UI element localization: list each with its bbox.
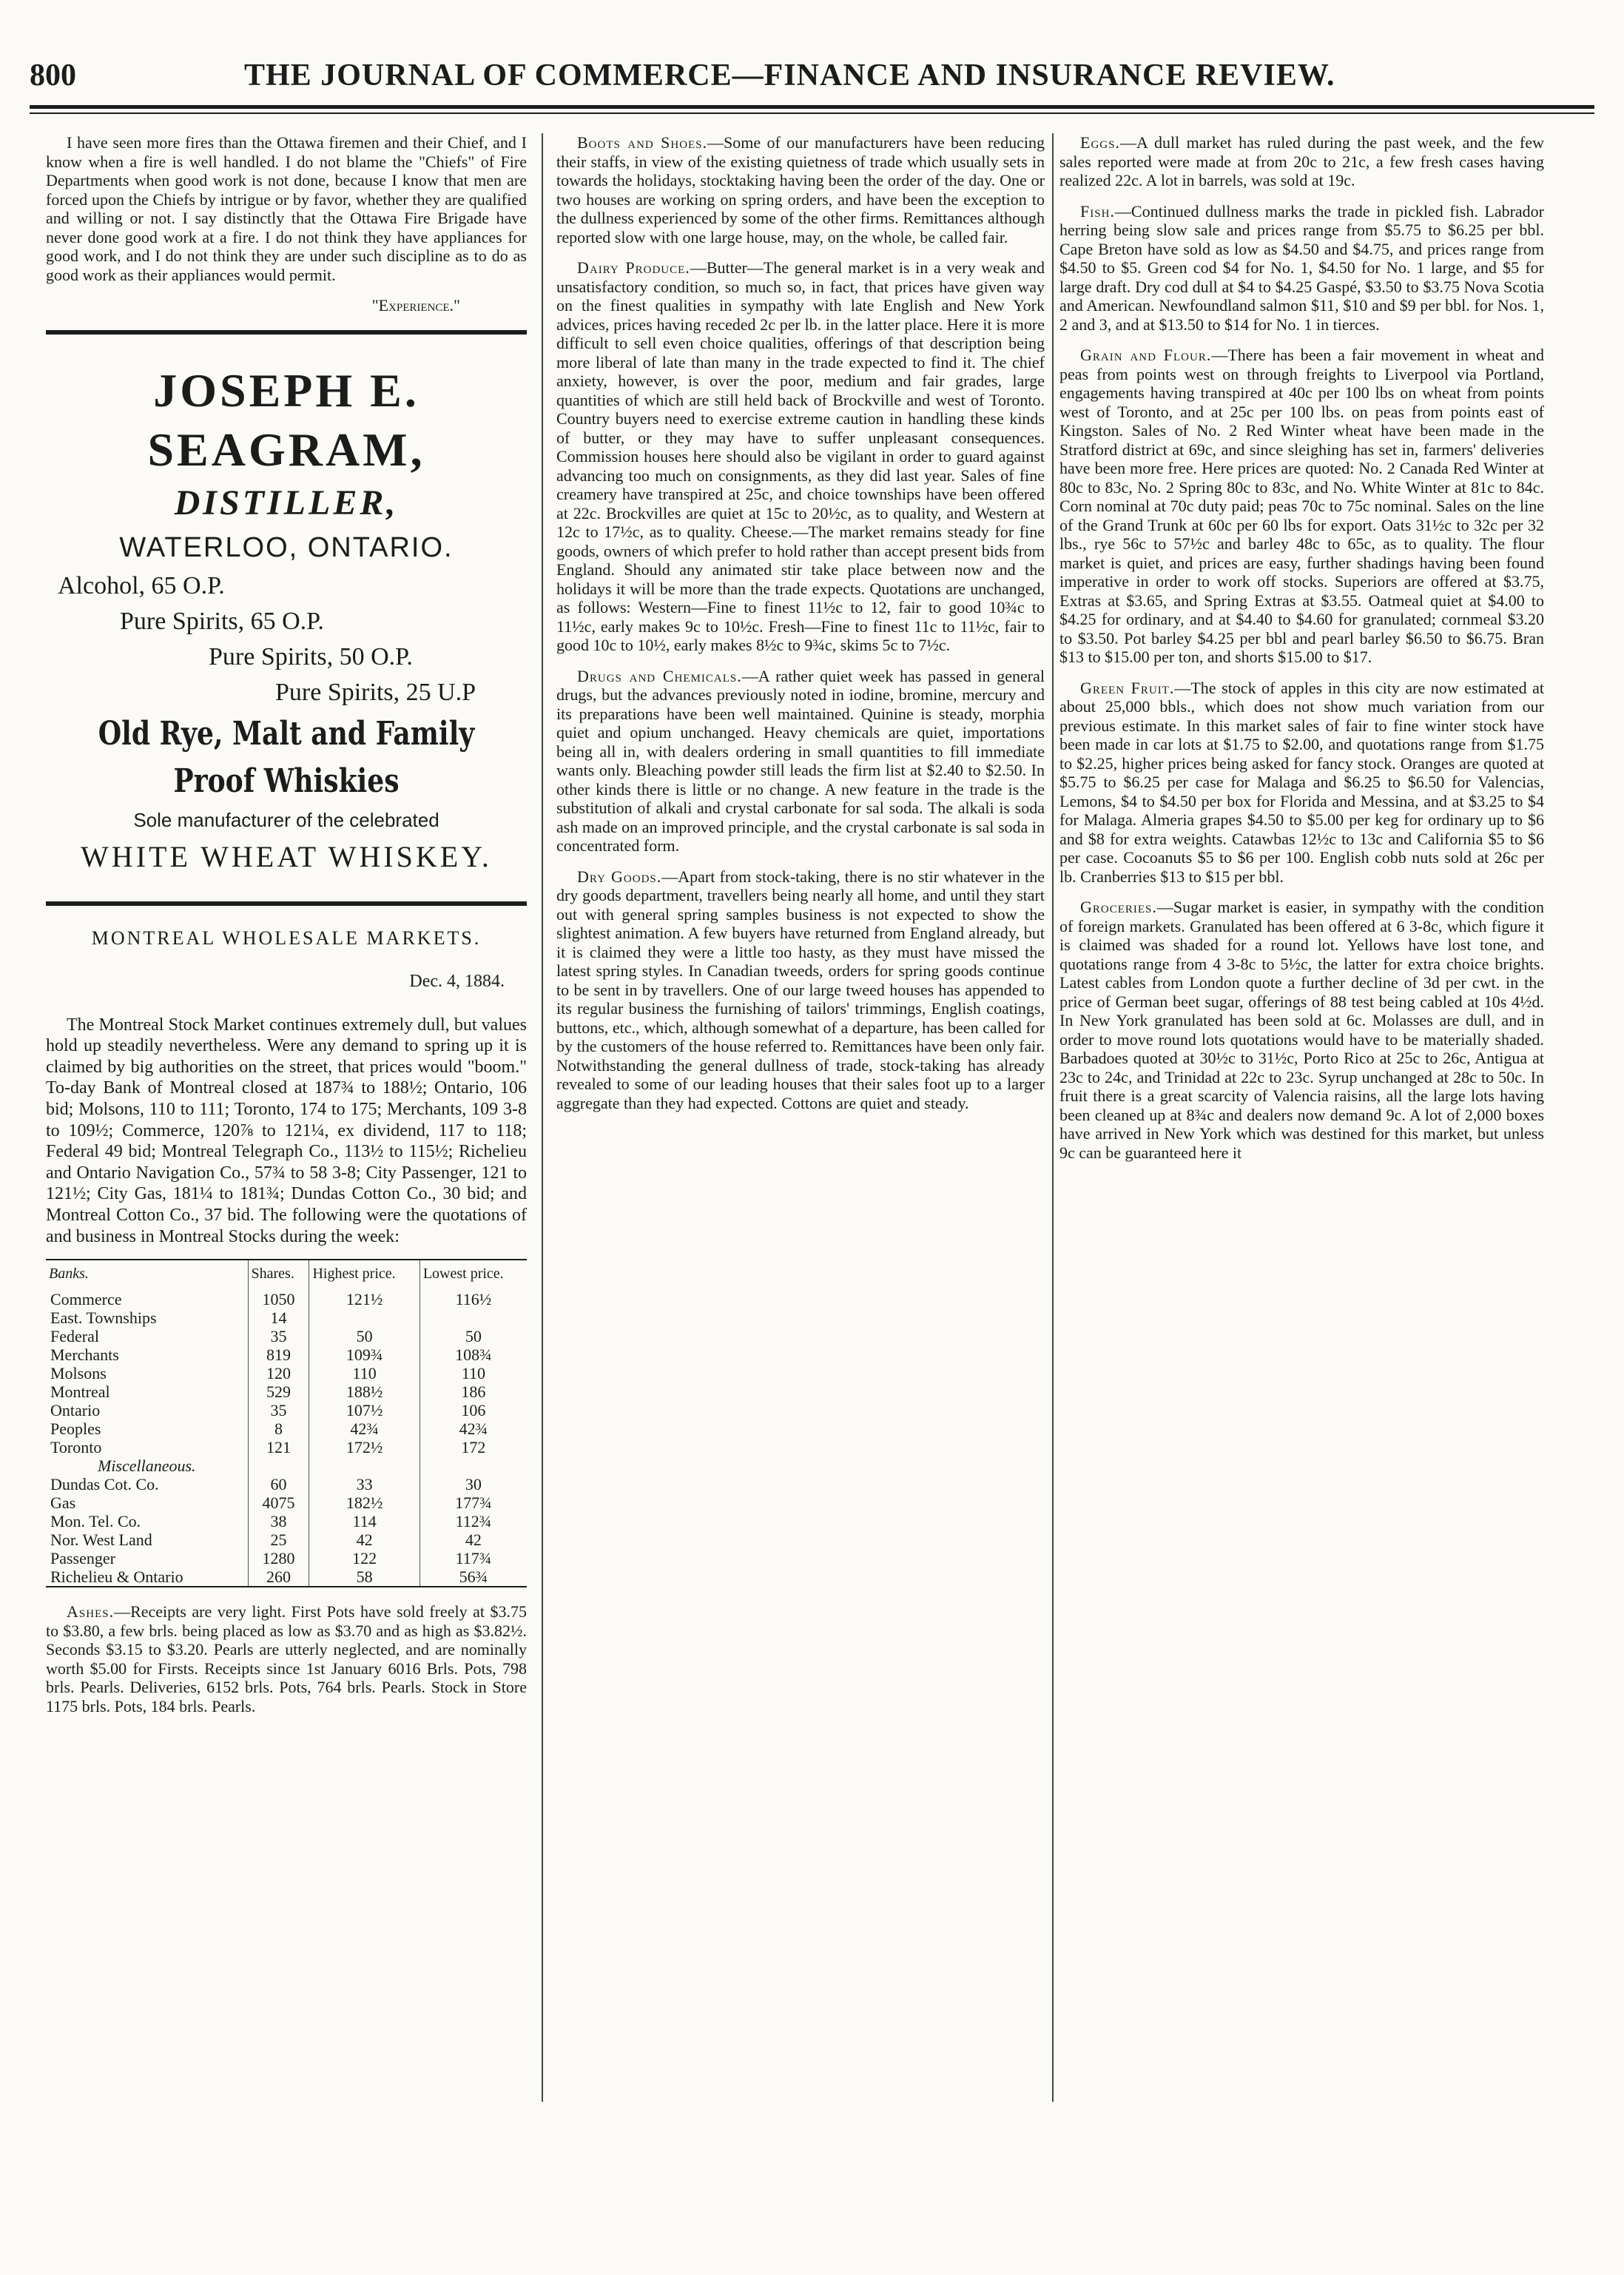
stock-name-cell: Federal [46,1327,248,1345]
groceries-text: —Sugar market is easier, in sympathy with the condition of foreign markets. Granulated has been offered at 6 3-8c, which figure it is claimed was shaded for a round lot. Yellows have lost tone, and quotations range from 4 3-8c to 5½c, the latter for extra choice brights. Latest cables from London quote a further decline of 3d per cwt. in the price of German beet sugar, offerings of 88 test being cabled at 10s 4½d. In New York granulated has been sold at 6c. Molasses are dull, and in order to move round lots quotations would have to be materially shaded. Barbadoes quoted at 30½c to 31½c, Porto Rico at 25c to 26c, Antigua at 23c to 24c, and Trinidad at 22c to 23c. Syrup unchanged at 28c to 50c. In fruit there is a great scarcity of Valencia raisins, all the large lots having been cleaned up at 8¾c and dealers now demand 9c. A lot of 2,000 boxes have arrived in New York which was destined for this market, but unless 9c can be guaranteed here it [1059,898,1544,1162]
stock-value-cell: 42¾ [459,1419,488,1439]
boots-text: —Some of our manufacturers have been reducing their staffs, in view of the existing quietness of trade which usually sets in towards the holidays, stocktaking having been the order of the day. One or two houses are working on spring orders, and have been the exception to the dullness experienced by some of the other firms. Remittances although reported slow with one large house, may, on the whole, be called fair. [556,133,1045,246]
stock-value-cell: 172 [461,1438,486,1457]
ad-sole-manufacturer: Sole manufacturer of the celebrated [133,808,439,831]
drugs-heading: Drugs and Chemicals. [577,666,742,685]
stock-value-cell: 110 [461,1364,485,1383]
fish-report [1059,202,1544,335]
stock-value-cell: 122 [309,1549,420,1567]
fish-text: —Continued dullness marks the trade in pickled fish. Labrador herring being slow sale and prices range from $5.75 to $6.25 per bbl. Cape Breton have sold as low as $4.50 and $4.75, and prices range from $4.50 to $5. Green cod $4 for No. 1, $4.50 for No. 1 large, and $5 for large draft. Dry cod dull at $4 to $4.25 Gaspé, $3.50 to $3.75 Nova Scotia and American. Newfoundland salmon $11, $10 and $9 per bbl. for Nos. 1, 2 and 3, and at $13.50 to $14 for No. 1 in tierces. [1059,201,1544,334]
dateline: Dec. 4, 1884. [409,972,505,992]
stock-value-cell [420,1308,527,1327]
stock-value-cell: 60 [248,1475,309,1493]
section-title: MONTREAL WHOLESALE MARKETS. [91,927,482,949]
column-divider [542,133,543,2102]
stock-value-cell: 4075 [248,1493,309,1512]
stock-value-cell: 106 [461,1401,486,1420]
stock-value-cell: 108¾ [455,1345,492,1365]
stock-name-cell: Richelieu & Ontario [46,1567,248,1587]
green-fruit-report [1059,679,1544,887]
column-right [1059,133,1544,1174]
column-header: Banks. [46,1260,248,1290]
stock-value-cell: 50 [465,1327,482,1346]
stock-value-cell: 56¾ [459,1567,488,1587]
page-header [30,58,1594,110]
fish-heading: Fish. [1080,201,1115,221]
ad-title: DISTILLER, [174,483,399,522]
column-divider [1052,133,1054,2102]
dairy-heading: Dairy Produce. [577,258,690,277]
groceries-report [1059,898,1544,1162]
stock-name-cell: Commerce [46,1290,248,1308]
drugs-text: —A rather quiet week has passed in general drugs, but the advances previously noted in iodine, bromine, mercury and its preparations have been well maintained. Quinine is steady, morphia quiet and opium unchanged. Heavy chemicals are quiet, importations being all in, with dealers ordering in small quantities to fill immediate wants only. Bleaching powder still leads the firm list at $2.40 to $2.50. In other kinds there is little or no change. A new feature in the trade is the substitution of alkali and crystal carbonate for sal soda. The alkali is soda ash made on an improved principle, and the crystal carbonate is sal soda in concentrated form. [556,666,1045,855]
eggs-report [1059,133,1544,190]
dry-goods-heading: Dry Goods. [577,867,662,886]
stock-value-cell: 33 [309,1475,420,1493]
table-row [46,1530,527,1549]
stock-value-cell: 35 [248,1327,309,1345]
stock-value-cell: 112¾ [455,1512,492,1531]
stock-value-cell: 109¾ [309,1345,420,1364]
stock-value-cell: 42 [465,1530,482,1550]
stock-value-cell: 121½ [309,1290,420,1308]
grain-heading: Grain and Flour. [1080,346,1212,364]
table-row [46,1327,527,1345]
stock-value-cell: 110 [309,1364,420,1382]
ad-line: Pure Spirits, 25 U.P [275,678,476,706]
dry-goods-text: —Apart from stock-taking, there is no stir whatever in the dry goods department, travellers being nearly all home, and until they start out with general spring samples business is not expected to show the slightest animation. A few buyers have returned from England already, but it is claimed they were a little too hasty, as they must have missed the latest spring styles. In Canadian tweeds, orders for spring goods continue to be sent in by travellers. One of our large tweed houses has appended to its regular business the furnishing of tailors' trimmings, English coatings, buttons, etc., which, although somewhat of a departure, has been called for by the customers of the house referred to. Remittances have been only fair. Notwithstanding the general dullness of trade, stock-taking has already revealed to some of our leading houses that their sales foot up to a larger aggregate than they had expected. Cottons are quiet and steady. [556,867,1045,1112]
stock-name-cell: Mon. Tel. Co. [46,1512,248,1530]
stock-value-cell: 25 [248,1530,309,1549]
seagram-advertisement [46,330,527,906]
stock-value-cell: 1280 [248,1549,309,1567]
stock-value-cell: 182½ [309,1493,420,1512]
stock-name-cell: Nor. West Land [46,1530,248,1549]
table-row [46,1401,527,1419]
ad-line: Pure Spirits, 65 O.P. [120,607,324,635]
stock-name-cell: Toronto [46,1438,248,1456]
stock-name-cell: Montreal [46,1382,248,1401]
table-row [46,1419,527,1438]
letter-body: I have seen more fires than the Ottawa firemen and their Chief, and I know when a fire is well handled. I do not blame the "Chiefs" of Fire Departments when good work is not done, because I know that men are forced upon the Chiefs by intrigue or by favor, whether they are qualified and willing or not. I say distinctly that the Ottawa Fire Brigade have never done good work at a fire. I do not think they have appliances for good work, and I do not think they are under such discipline as to do as good work as their appliances would permit. [46,133,527,284]
ashes-report [46,1602,527,1716]
stock-quotations-table [46,1259,527,1587]
table-row [46,1345,527,1364]
table-row [46,1567,527,1587]
stock-value-cell: 38 [248,1512,309,1530]
stock-value-cell: 58 [309,1567,420,1587]
stock-name-cell: Dundas Cot. Co. [46,1475,248,1493]
column-middle [556,133,1045,1124]
ad-line: Alcohol, 65 O.P. [58,571,225,599]
table-row [46,1308,527,1327]
stock-value-cell: 50 [309,1327,420,1345]
drugs-report [556,667,1045,856]
grain-report [1059,346,1544,667]
groceries-heading: Groceries. [1080,898,1157,916]
stock-name-cell: Peoples [46,1419,248,1438]
bank-rows [46,1290,527,1456]
table-row [46,1512,527,1530]
stock-value-cell: 107½ [309,1401,420,1419]
table-row [46,1364,527,1382]
table-row [46,1549,527,1567]
stock-value-cell: 177¾ [455,1493,492,1513]
table-row [46,1438,527,1456]
header-rule [30,105,1594,109]
boots-report [556,133,1045,246]
stock-value-cell: 35 [248,1401,309,1419]
stock-value-cell: 14 [248,1308,309,1327]
stock-value-cell: 819 [248,1345,309,1364]
ashes-heading: Ashes. [67,1602,115,1622]
dry-goods-report [556,867,1045,1113]
stock-name-cell: Passenger [46,1549,248,1567]
header-rule-thin [30,112,1594,114]
table-row [46,1290,527,1308]
stock-name-cell: East. Townships [46,1308,248,1327]
stock-value-cell: 117¾ [455,1549,492,1568]
ad-specialty: WHITE WHEAT WHISKEY. [81,839,492,873]
stock-value-cell: 260 [248,1567,309,1587]
stock-value-cell: 8 [248,1419,309,1438]
stock-value-cell: 529 [248,1382,309,1401]
letter-signature: "Experience." [371,296,460,315]
stock-market-report: The Montreal Stock Market continues extremely dull, but values hold up steadily nevertheless. Were any demand to spring up it is claimed by big authorities on the street, that prices would "boom." To-day Bank of Montreal closed at 187¾ to 188½; Ontario, 106 bid; Molsons, 110 to 111; Toronto, 174 to 175; Merchants, 109 3-8 to 109½; Commerce, 120⅞ to 121¼, ex dividend, 117 to 118; Federal 49 bid; Montreal Telegraph Co., 113½ to 115½; Richelieu and Ontario Navigation Co., 57¾ to 58 3-8; City Passenger, 121 to 121½; City Gas, 181¼ to 181¾; Dundas Cotton Co., 30 bid; and Montreal Cotton Co., 37 bid. The following were the quotations of and business in Montreal Stocks during the week: [46,1015,527,1246]
stock-name-cell: Ontario [46,1401,248,1419]
stock-value-cell: 172½ [309,1438,420,1456]
grain-text: —There has been a fair movement in wheat and peas from points west on through freights to Liverpool via Portland, engagements having transpired at 40c per 100 lbs on wheat from points west of Toronto, and at 25c per 100 lbs. on peas from points east of Kingston. Sales of No. 2 Red Winter wheat have been made in the Stratford district at 69c, and since sleighing has set in, farmers' deliveries have been more free. Here prices are quoted: No. 2 Canada Red Winter at 80c to 83c, No. 2 Spring 80c to 83c, and No. White Winter at 81c to 84c. Corn nominal at 70c duty paid; peas 70c to 75c nominal. Sales on the line of the Grand Trunk at 60c per 60 lbs for export. Oats 31½c to 32c per 32 lbs., rye 56c to 57½c and barley 48c to 65c, as to quality. The flour market is quiet, and prices are easy, further shadings having been found imperative in order to work off stocks. Superiors are offered at $3.75, Extras at $3.65, and Spring Extras at $3.55. Oatmeal quiet at $4.00 to $4.25 for ordinary, and at $4.40 to $4.60 for granulated; cornmeal $3.20 to $3.50. Pot barley $4.25 per bbl and pearl barley $6.50 to $6.75. Bran $13 to $15.00 per ton, and shorts $15.00 to $17. [1059,346,1545,666]
stock-value-cell: 188½ [309,1382,420,1401]
table-row [46,1382,527,1401]
column-header: Shares. [248,1260,309,1290]
column-header: Lowest price. [422,1266,504,1283]
stock-name-cell: Gas [46,1493,248,1512]
stock-name-cell: Merchants [46,1345,248,1364]
misc-group-label: Miscellaneous. [46,1456,248,1475]
stock-value-cell: 120 [248,1364,309,1382]
stock-value-cell: 42 [309,1530,420,1549]
green-fruit-heading: Green Fruit. [1080,678,1175,697]
eggs-text: —A dull market has ruled during the past week, and the few sales reported were made at from 20c to 21c, a few fresh cases having realized 22c. A lot in barrels, was sold at 19c. [1059,133,1544,189]
dairy-report [556,258,1045,655]
dairy-text: —Butter—The general market is in a very weak and unsatisfactory condition, so much so, in fact, that prices have given way on the finest qualities in sympathy with late English and New York advices, prices having receded 2c per lb. in the latter place. Here it is more difficult to sell even choice qualities, offerings of that description being more liberal of late than many in the trade expected to find it. The chief anxiety, however, is over the poor, medium and fair grades, large quantities of which are still held back of Brockville and west of Toronto. Country buyers need to exercise extreme caution in handling these kinds of butter, or they may have to suffer unpleasant consequences. Commission houses here should also be vigilant in order to guard against advancing too much on consignments, as they did last year. Sales of fine creamery have transpired at 25c, and choice townships have been offered at 22c. Brockvilles are quiet at 15c to 20½c, as to quality, and Western at 12c to 17½c, as to quality. Cheese.—The market remains steady for fine goods, owners of which prefer to hold rather than accept present bids from England. Should any animated stir take place between now and the holidays it will be more than the trade expects. Quotations are unchanged, as follows: Western—Fine to finest 11½c to 12, fair to good 10¾c to 11½c, early makes 9c to 10½c. Fresh—Fine to finest 11c to 11½c, fair to good 10c to 10½, early makes 8½c to 9¾c, skims 5c to 7½c. [556,258,1045,654]
stock-value-cell: 121 [248,1438,309,1456]
ad-name: JOSEPH E. SEAGRAM, [147,363,425,476]
ad-products: Old Rye, Malt and Family Proof Whiskies [98,714,475,800]
page-number: 800 [30,58,76,93]
stock-value-cell: 1050 [248,1290,309,1308]
green-fruit-text: —The stock of apples in this city are now estimated at about 25,000 bbls., which does not show much variation from our previous estimate. In this market sales of fair to fine winter stock have been made in car lots at $1.75 to $2.00, and quotations range from $1.75 to $2.25, higher prices being asked for fancy stock. Oranges are quoted at $5.75 to $6.25 per case for Malaga and $6.25 to $6.50 for Valencias, Lemons, $4 to $4.50 per box for Florida and Messina, and at $3.25 to $4 for Malaga. Almeria grapes $4.50 to $5.00 per keg for ordinary up to $6 and $8 for extra weights. Catawbas 12½c to 13c and California $5 to $6 per case. Cocoanuts $5 to $6 per 100. English cobb nuts sold at 26c per lb. Cranberries $13 to $15 per bbl. [1059,678,1545,886]
column-header: Highest price. [309,1260,420,1290]
stock-value-cell: 30 [465,1475,482,1494]
column-left [46,133,527,1727]
stock-value-cell: 186 [461,1382,486,1402]
journal-title: THE JOURNAL OF COMMERCE—FINANCE AND INSURANCE REVIEW. [244,58,1335,93]
stock-value-cell: 116½ [455,1290,492,1309]
stock-value-cell [309,1308,420,1327]
stock-value-cell: 42¾ [309,1419,420,1438]
misc-rows [46,1475,527,1587]
stock-name-cell: Molsons [46,1364,248,1382]
table-row [46,1493,527,1512]
table-row [46,1475,527,1493]
eggs-heading: Eggs. [1080,133,1120,152]
ad-line: Pure Spirits, 50 O.P. [209,642,413,671]
boots-heading: Boots and Shoes. [577,133,708,152]
stock-value-cell: 114 [309,1512,420,1530]
ad-location: WATERLOO, ONTARIO. [119,531,454,563]
ashes-text: —Receipts are very light. First Pots have sold freely at $3.75 to $3.80, a few brls. being placed as low as $3.70 and as high as $3.82½. Seconds $3.15 to $3.20. Pearls are utterly neglected, and are nominally worth $5.00 for Firsts. Receipts since 1st January 6016 Brls. Pots, 798 brls. Pearls. Deliveries, 6152 brls. Pots, 764 brls. Pearls. Stock in Store 1175 brls. Pots, 184 brls. Pearls. [46,1602,527,1716]
